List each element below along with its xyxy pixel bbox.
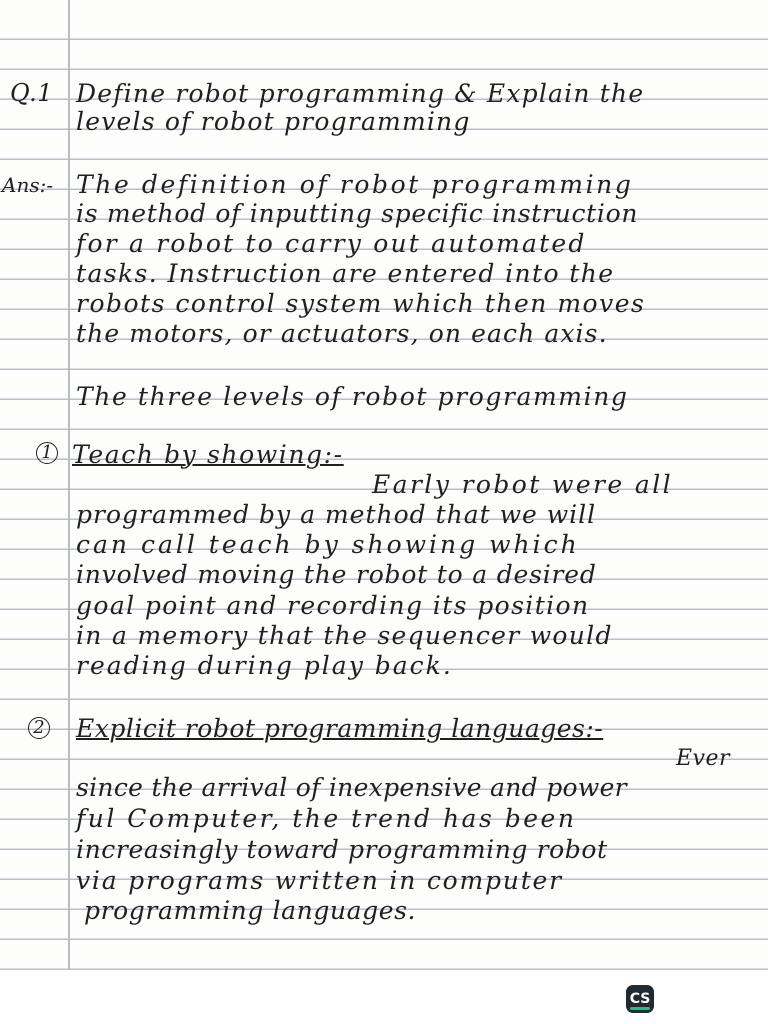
section-2-line: ful Computer, the trend has been [76,804,577,833]
section-1-number: 1 [36,442,58,464]
section-2-number: 2 [28,717,50,739]
section-1-title: Teach by showing:- [72,440,344,469]
definition-line: for a robot to carry out automated [76,229,587,258]
question-line-1: Define robot programming & Explain the [76,79,645,108]
answer-marker: Ans:- [2,173,54,197]
section-1-line: can call teach by showing which [76,530,580,559]
section-1-line: in a memory that the sequencer would [76,621,613,650]
section-2-line: programming languages. [84,896,417,925]
definition-line: tasks. Instruction are entered into the [76,259,615,288]
question-line-2: levels of robot programming [76,107,471,136]
section-1-line: goal point and recording its position [76,591,590,620]
definition-line: robots control system which then moves [76,289,646,318]
definition-line: The definition of robot programming [76,170,634,199]
section-2-line: Ever [676,746,731,771]
section-1-line: reading during play back. [76,651,453,680]
section-2-line: via programs written in computer [76,866,563,895]
levels-heading: The three levels of robot programming [76,382,629,411]
section-2-title: Explicit robot programming languages:- [76,714,604,743]
definition-line: is method of inputting specific instruction [76,199,639,228]
section-2-line: since the arrival of inexpensive and power [76,773,627,802]
section-2-line: increasingly toward programming robot [76,835,608,864]
margin-line [68,0,70,970]
section-1-line: Early robot were all [372,470,674,499]
definition-line: the motors, or actuators, on each axis. [76,319,608,348]
question-number: Q.1 [10,79,54,107]
section-1-line: programmed by a method that we will [76,500,597,529]
section-1-line: involved moving the robot to a desired [76,560,597,589]
camscanner-logo-icon: CS [626,985,654,1013]
